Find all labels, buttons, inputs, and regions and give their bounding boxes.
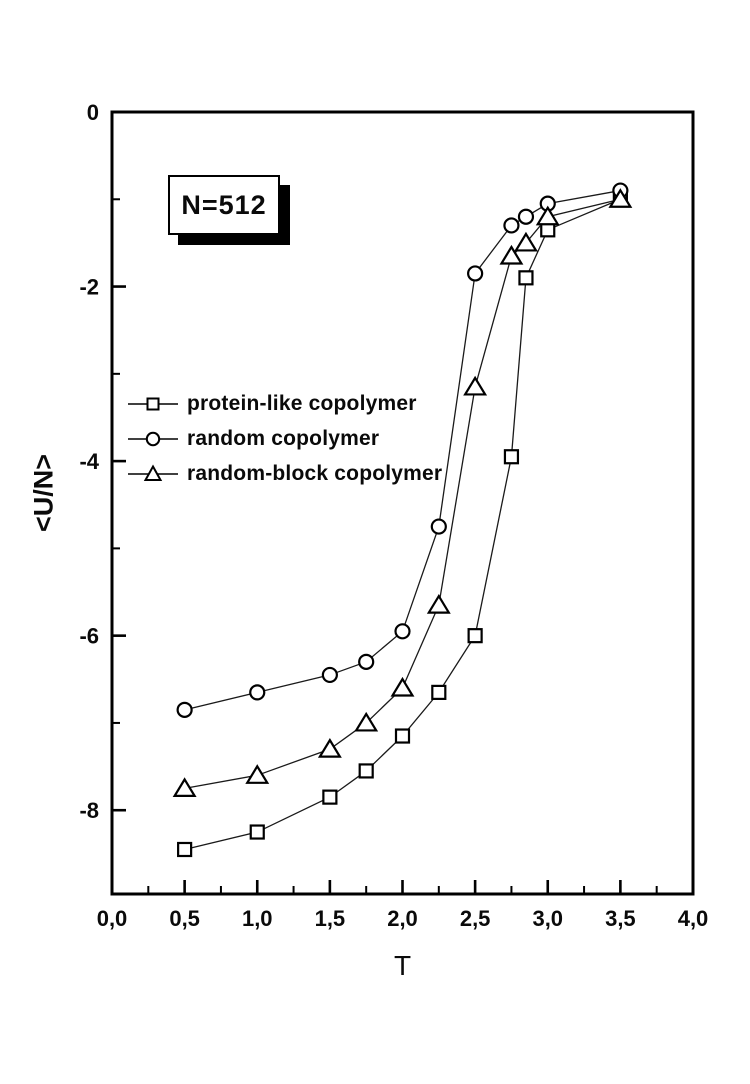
circle-marker-icon xyxy=(250,685,264,699)
triangle-marker-icon xyxy=(538,208,558,225)
x-tick-label: 3,5 xyxy=(605,906,636,931)
circle-marker-icon xyxy=(359,655,373,669)
circle-marker-icon xyxy=(323,668,337,682)
triangle-marker-icon xyxy=(516,234,536,251)
circle-marker-icon xyxy=(127,429,179,449)
square-marker-icon xyxy=(251,826,264,839)
series-triangle xyxy=(175,190,631,796)
square-marker-icon xyxy=(519,271,532,284)
x-tick-label: 1,0 xyxy=(241,906,273,931)
legend-label: random-block copolymer xyxy=(187,461,443,485)
annotation-box xyxy=(168,175,280,235)
triangle-marker-icon xyxy=(429,596,449,613)
y-tick-label: -4 xyxy=(79,449,99,475)
y-tick-label: -2 xyxy=(79,274,99,300)
square-marker-icon xyxy=(469,629,482,642)
triangle-marker-icon xyxy=(247,766,267,783)
square-marker-icon xyxy=(323,791,336,804)
legend-item-protein-like xyxy=(127,386,442,421)
x-axis-title: T xyxy=(393,950,412,981)
series-line xyxy=(185,199,621,849)
y-tick-label: 0 xyxy=(86,100,99,125)
y-axis-ticks xyxy=(79,100,126,823)
square-marker-icon xyxy=(360,764,373,777)
x-tick-label: 2,0 xyxy=(387,906,418,931)
square-marker-icon xyxy=(505,450,518,463)
circle-marker-icon xyxy=(432,520,446,534)
triangle-marker-icon xyxy=(393,679,413,696)
circle-marker-icon xyxy=(519,210,533,224)
series-line xyxy=(185,199,621,788)
x-tick-label: 2,5 xyxy=(459,906,491,931)
x-tick-label: 1,5 xyxy=(314,906,346,931)
x-tick-label: 0,0 xyxy=(96,906,128,931)
triangle-marker-icon xyxy=(465,378,485,395)
circle-marker-icon xyxy=(396,624,410,638)
square-marker-icon xyxy=(127,394,179,414)
legend xyxy=(127,386,442,491)
x-tick-label: 4,0 xyxy=(677,906,709,931)
x-axis-ticks xyxy=(97,880,709,931)
legend-item-random-block xyxy=(127,456,442,491)
square-marker-icon xyxy=(396,730,409,743)
x-tick-label: 0,5 xyxy=(169,906,200,931)
circle-marker-icon xyxy=(178,703,192,717)
y-axis-title: <U/N> xyxy=(28,453,59,533)
legend-label: protein-like copolymer xyxy=(187,391,417,415)
triangle-marker-icon xyxy=(127,464,179,484)
annotation-label: N=512 xyxy=(181,189,267,220)
y-tick-label: -8 xyxy=(79,798,99,824)
triangle-marker-icon xyxy=(320,740,340,757)
circle-marker-icon xyxy=(504,218,518,232)
circle-marker-icon xyxy=(468,266,482,280)
series-square xyxy=(178,193,627,856)
legend-label: random copolymer xyxy=(187,426,380,450)
y-tick-label: -6 xyxy=(79,623,99,649)
square-marker-icon xyxy=(432,686,445,699)
square-marker-icon xyxy=(178,843,191,856)
x-tick-label: 3,0 xyxy=(532,906,564,931)
legend-item-random xyxy=(127,421,442,456)
